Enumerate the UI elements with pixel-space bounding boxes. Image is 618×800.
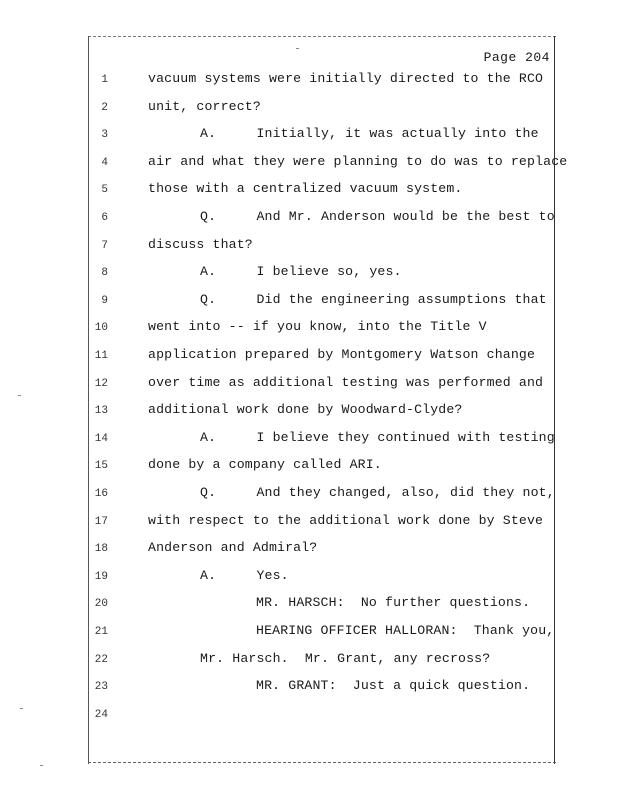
transcript-line — [0, 236, 618, 263]
transcript-line — [0, 291, 618, 318]
line-text: discuss that? — [148, 236, 253, 252]
line-text: Q. And Mr. Anderson would be the best to — [200, 209, 555, 224]
transcript-line — [0, 622, 618, 649]
scan-speck — [20, 708, 23, 709]
transcript-line — [0, 70, 618, 97]
page-top-border — [88, 36, 556, 37]
transcript-line — [0, 539, 618, 566]
line-text: Anderson and Admiral? — [148, 540, 318, 556]
line-text: MR. HARSCH: No further questions. — [256, 595, 531, 611]
line-number: 2 — [101, 101, 108, 114]
line-text: HEARING OFFICER HALLORAN: Thank you, — [256, 623, 555, 638]
line-number: 24 — [94, 708, 108, 721]
transcript-line — [0, 650, 618, 677]
line-number: 8 — [101, 267, 108, 280]
transcript-line — [0, 374, 618, 401]
line-number: 11 — [94, 350, 108, 362]
page-bottom-border — [88, 762, 556, 763]
line-text: A. I believe they continued with testing — [200, 429, 555, 445]
line-number: 9 — [101, 294, 108, 307]
transcript-line — [0, 208, 618, 235]
scan-speck — [40, 765, 43, 766]
line-number: 16 — [94, 488, 108, 500]
transcript-line — [0, 484, 618, 511]
transcript-line — [0, 677, 618, 704]
line-number: 5 — [101, 184, 108, 197]
line-number: 20 — [94, 598, 108, 611]
line-number: 18 — [94, 543, 108, 556]
line-number: 4 — [101, 156, 108, 169]
line-text: went into -- if you know, into the Title V — [148, 319, 487, 335]
line-text: Mr. Harsch. Mr. Grant, any recross? — [200, 650, 491, 666]
line-number: 14 — [94, 432, 108, 445]
page-number: Page 204 — [483, 50, 550, 65]
transcript-line — [0, 429, 618, 456]
line-text: those with a centralized vacuum system. — [148, 181, 463, 197]
transcript-line — [0, 512, 618, 539]
line-number: 12 — [94, 377, 108, 390]
line-text: A. I believe so, yes. — [200, 264, 402, 280]
line-text: Q. And they changed, also, did they not, — [200, 485, 555, 500]
line-number: 1 — [101, 74, 108, 86]
transcript-line — [0, 180, 618, 207]
transcript-line — [0, 567, 618, 594]
line-number: 17 — [94, 515, 108, 528]
line-text: air and what they were planning to do was to replace — [148, 153, 568, 169]
transcript-line — [0, 98, 618, 125]
line-number: 13 — [94, 405, 108, 418]
transcript-line — [0, 263, 618, 290]
line-text: with respect to the additional work done by Steve — [148, 512, 544, 528]
line-number: 15 — [94, 460, 108, 473]
line-number: 21 — [94, 626, 108, 638]
line-text: application prepared by Montgomery Watson change — [148, 347, 536, 362]
line-text: A. Yes. — [200, 567, 289, 583]
line-text: unit, correct? — [148, 98, 261, 114]
transcript-line — [0, 594, 618, 621]
line-text: done by a company called ARI. — [148, 457, 382, 473]
line-number: 7 — [101, 239, 108, 252]
transcript-line — [0, 318, 618, 345]
line-number: 19 — [94, 570, 108, 583]
line-number: 22 — [94, 653, 108, 666]
line-text: vacuum systems were initially directed to the RCO — [148, 71, 544, 86]
line-number: 6 — [101, 212, 108, 224]
transcript-line — [0, 153, 618, 180]
line-number: 3 — [101, 129, 108, 142]
line-text: Q. Did the engineering assumptions that — [200, 291, 547, 307]
transcript-line — [0, 705, 618, 732]
transcript-line — [0, 401, 618, 428]
transcript-line — [0, 456, 618, 483]
line-text: additional work done by Woodward-Clyde? — [148, 402, 463, 418]
transcript-line — [0, 125, 618, 152]
transcript-line — [0, 346, 618, 373]
line-number: 23 — [94, 681, 108, 694]
line-text: over time as additional testing was performed and — [148, 374, 544, 390]
scan-speck — [18, 395, 21, 396]
line-number: 10 — [94, 322, 108, 335]
line-text: A. Initially, it was actually into the — [200, 126, 539, 142]
line-text: MR. GRANT: Just a quick question. — [256, 678, 531, 694]
scan-speck — [296, 48, 299, 49]
